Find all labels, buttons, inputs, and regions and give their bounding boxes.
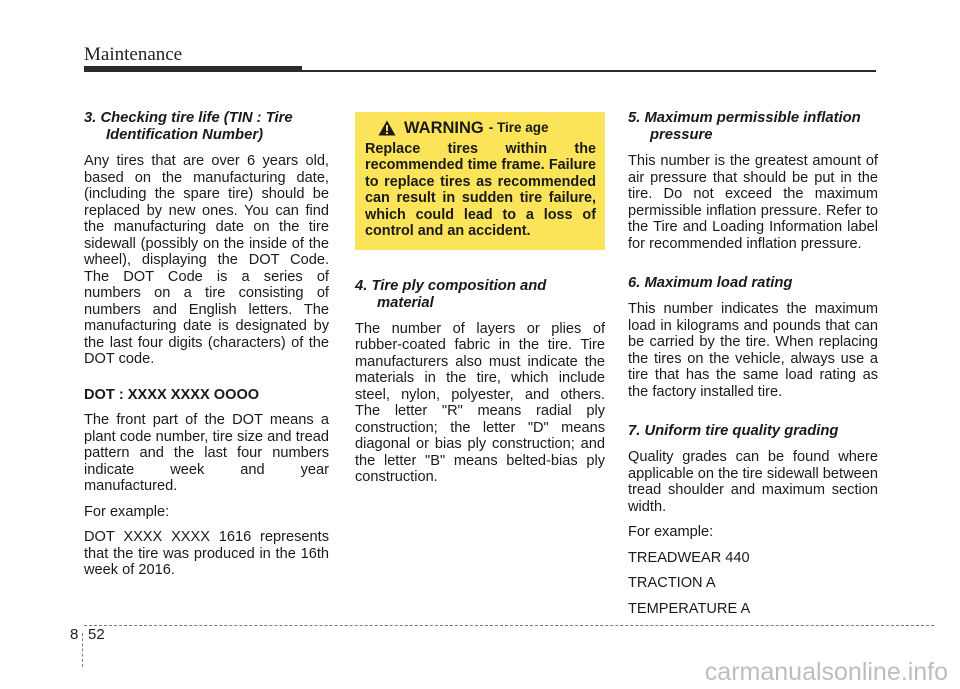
page-number: 52 (88, 626, 105, 643)
warning-subtitle: - Tire age (488, 120, 549, 135)
dot-code-format: DOT : XXXX XXXX OOOO (84, 386, 260, 403)
column-1 (84, 110, 329, 588)
grade-treadwear: TREADWEAR 440 (628, 549, 750, 566)
column-3 (628, 110, 878, 626)
heading-quality-grading: 7. Uniform tire quality grading (628, 423, 839, 439)
header-rule-thick (84, 66, 302, 72)
paragraph-quality: Quality grades can be found where applicable on the tire sidewall between tread shoulder and maximum section width. (628, 449, 878, 515)
paragraph-inflation: This number is the greatest amount of air pressure that should be put in the tire. Do not exceed the maximum permissible inflation pressure. Refer to the Tire and Loading Information label for recommended inflation pressure. (628, 153, 878, 252)
warning-body: Replace tires within the recommended time frame. Failure to replace tires as recommended can result in sudden tire failure, which could lead to a loss of control and an accident. (365, 140, 596, 239)
heading-max-load: 6. Maximum load rating (628, 275, 793, 291)
footer-rule (84, 625, 934, 626)
paragraph-dot-example: DOT XXXX XXXX 1616 represents that the tire was produced in the 16th week of 2016. (84, 529, 329, 578)
heading-max-inflation: 5. Maximum permissible inflation pressure (628, 110, 861, 143)
warning-box (355, 112, 605, 250)
grade-temperature: TEMPERATURE A (628, 600, 751, 617)
section-title: Maintenance (84, 44, 183, 65)
watermark: carmanualsonline.info (704, 658, 948, 686)
grade-traction: TRACTION A (628, 575, 716, 591)
heading-ply-composition: 4. Tire ply composition and material (355, 277, 547, 311)
warning-triangle-icon (378, 120, 396, 136)
example-label: For example: (628, 524, 714, 540)
chapter-number: 8 (70, 626, 79, 643)
paragraph-ply: The number of layers or plies of rubber-coated fabric in the tire. Tire manufacturers also must indicate the materials in the tire, which include steel, nylon, polyester, and others. The letter "R" means radial ply construction; the letter "D" means diagonal or bias ply construction; and the letter "B" means belted-bias ply construction. (355, 320, 605, 485)
paragraph-dot-meaning: The front part of the DOT means a plant code number, tire size and tread pattern and the last four numbers indicate week and year manufactured. (84, 412, 329, 494)
header-rule-thin (302, 70, 876, 72)
column-2 (355, 110, 605, 495)
paragraph-tire-age: Any tires that are over 6 years old, based on the manufacturing date, (including the spare tire) should be replaced by new ones. You can find the manufacturing date on the tire sidewall (possibly on the inside of the wheel), displaying the DOT Code. The DOT Code is a series of numbers on a tire consisting of numbers and English letters. The manufacturing date is designated by the last four digits (characters) of the DOT code. (84, 153, 329, 367)
paragraph-load: This number indicates the maximum load in kilograms and pounds that can be carried by the tire. When replacing the tires on the vehicle, always use a tire that has the same load rating as the factory installed tire. (628, 301, 878, 400)
warning-title: WARNING (404, 119, 484, 137)
warning-header (365, 120, 596, 137)
example-label: For example: (84, 503, 170, 520)
footer-separator (82, 633, 83, 667)
heading-tire-life: 3. Checking tire life (TIN : Tire Identification Number) (84, 110, 293, 143)
